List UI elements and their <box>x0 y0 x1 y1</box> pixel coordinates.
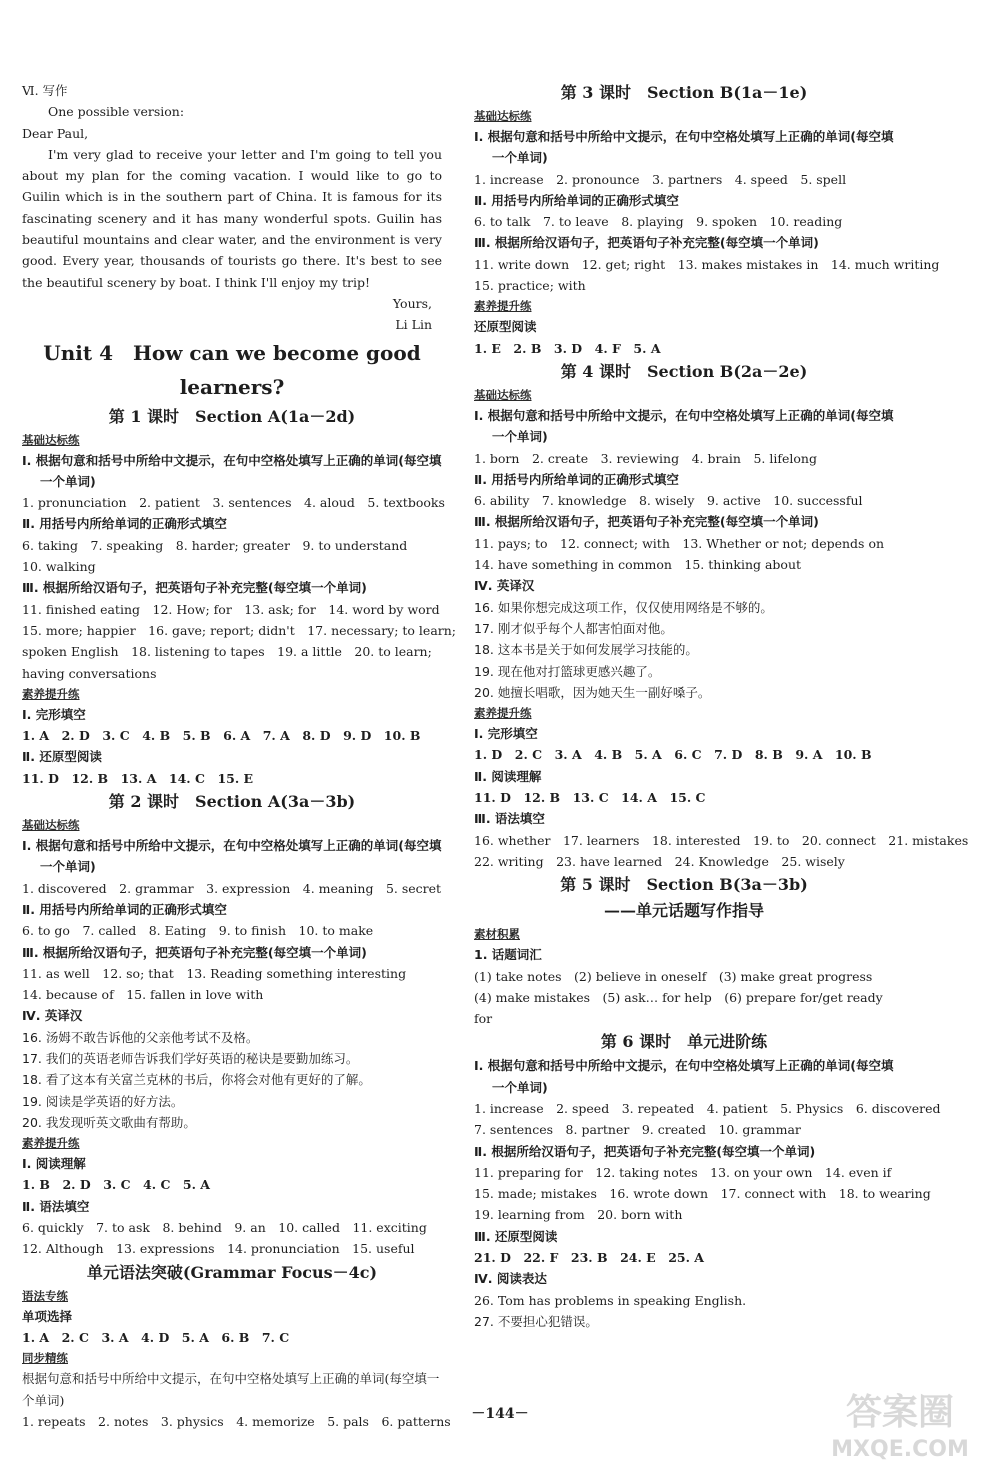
letter-closing: Yours, <box>392 295 432 311</box>
lesson-6-title: 第 6 课时 单元进阶练 <box>600 1032 768 1052</box>
writing-heading: Ⅵ. 写作 <box>22 83 68 98</box>
answer-line: 26. Tom has problems in speaking English. <box>474 1292 747 1308</box>
answer-line: spoken English 18. listening to tapes 19. a little 20. to learn; <box>22 644 432 660</box>
answer-line: 12. Although 13. expressions 14. pronunciation 15. useful <box>22 1241 415 1257</box>
letter-greeting: Dear Paul, <box>22 125 89 141</box>
instruction-text: 根据句意和括号中所给中文提示，在句中空格处填写上正确的单词(每空填一个单词) <box>22 1371 440 1408</box>
answer-line: 11. write down 12. get; right 13. makes mistakes in 14. much writing <box>474 256 940 272</box>
lesson-4-title: 第 4 课时 Section B(2a－2e) <box>560 361 808 381</box>
section-heading: 单项选择 <box>22 1308 73 1324</box>
answer-line: 15. more; happier 16. gave; report; didn't 17. necessary; to learn; <box>22 622 457 638</box>
category-label: 基础达标练 <box>474 387 532 402</box>
answer-line: 6. quickly 7. to ask 8. behind 9. an 10. called 11. exciting <box>22 1220 427 1236</box>
translation-line: 18. 看了这本有关富兰克林的书后，你将会对他有更好的了解。 <box>22 1072 371 1088</box>
watermark-top: 答案圈 <box>845 1392 955 1433</box>
answer-line: 15. practice; with <box>474 278 586 294</box>
answer-line: 1. born 2. create 3. reviewing 4. brain 5. lifelong <box>474 450 817 466</box>
writing-intro: One possible version: <box>48 104 185 120</box>
section-heading: Ⅳ. 英译汉 <box>22 1008 83 1024</box>
answer-line: 6. taking 7. speaking 8. harder; greater 9. to understand <box>22 537 408 553</box>
translation-line: 16. 汤姆不敢告诉他的父亲他考试不及格。 <box>22 1029 259 1045</box>
unit-title: Unit 4 How can we become good learners? <box>43 340 421 399</box>
section-heading: Ⅱ. 根据所给汉语句子，把英语句子补充完整(每空填一个单词) <box>474 1143 816 1159</box>
answer-line: (1) take notes (2) believe in oneself (3) make great progress <box>474 968 873 984</box>
left-column <box>22 80 457 1432</box>
lesson-1-title: 第 1 课时 Section A(1a－2d) <box>108 406 356 426</box>
answer-line: 15. made; mistakes 16. wrote down 17. connect with 18. to wearing <box>474 1186 931 1202</box>
section-heading: Ⅱ. 还原型阅读 <box>22 749 102 765</box>
answer-line: 1. increase 2. pronounce 3. partners 4. speed 5. spell <box>474 171 847 187</box>
section-heading: Ⅲ. 语法填空 <box>474 811 545 827</box>
section-heading: Ⅰ. 完形填空 <box>22 706 86 722</box>
letter-body: I'm very glad to receive your letter and I'm going to tell you about my plan for the coming vacation. I would like to go to Guilin which is in the southern part of China. It is famous for its fascinating scenery and it has many wonderful spots. Guilin has beautiful mountains and clear water, and the environment is very good. Every year, thousands of tourists go there. It's best to see the beautiful scenery by boat. I think I'll enjoy my trip! <box>22 146 442 290</box>
letter-signature: Li Lin <box>395 317 432 333</box>
translation-line: 19. 阅读是学英语的好方法。 <box>22 1093 184 1109</box>
grammar-title: 单元语法突破(Grammar Focus－4c) <box>86 1262 378 1282</box>
answer-line: 11. preparing for 12. taking notes 13. on your own 14. even if <box>474 1164 892 1180</box>
section-heading: Ⅲ. 根据所给汉语句子，把英语句子补充完整(每空填一个单词) <box>474 514 819 530</box>
section-heading: Ⅱ. 用括号内所给单词的正确形式填空 <box>474 471 679 487</box>
category-label: 基础达标练 <box>474 109 532 123</box>
section-heading: Ⅳ. 英译汉 <box>474 578 535 594</box>
category-label: 素养提升练 <box>474 706 532 721</box>
answer-line: 1. A 2. C 3. A 4. D 5. A 6. B 7. C <box>22 1329 290 1345</box>
answer-line: 1. D 2. C 3. A 4. B 5. A 6. C 7. D 8. B 9. A 10. B <box>474 747 872 763</box>
answer-line: 22. writing 23. have learned 24. Knowledge 25. wisely <box>474 853 845 869</box>
answer-line: 11. finished eating 12. How; for 13. ask; for 14. word by word <box>22 601 440 617</box>
answer-line: 27. 不要担心犯错误。 <box>474 1313 598 1329</box>
category-label: 语法专练 <box>22 1288 68 1303</box>
lesson-5-title: 第 5 课时 Section B(3a－3b) <box>560 875 808 895</box>
translation-line: 20. 我发现听英文歌曲有帮助。 <box>22 1114 196 1130</box>
section-heading: Ⅰ. 根据句意和括号中所给中文提示，在句中空格处填写上正确的单词(每空填一个单词) <box>474 1058 894 1095</box>
section-heading: Ⅰ. 根据句意和括号中所给中文提示，在句中空格处填写上正确的单词(每空填一个单词) <box>474 129 894 166</box>
page-number: －144－ <box>471 1406 529 1422</box>
translation-line: 16. 如果你想完成这项工作，仅仅使用网络是不够的。 <box>474 599 773 615</box>
answer-line: 6. to talk 7. to leave 8. playing 9. spoken 10. reading <box>474 214 843 230</box>
lesson-3-title: 第 3 课时 Section B(1a－1e) <box>560 83 808 102</box>
category-label: 同步精练 <box>22 1351 68 1366</box>
answer-line: 1. repeats 2. notes 3. physics 4. memorize 5. pals 6. patterns <box>22 1413 451 1429</box>
answer-line: 1. A 2. D 3. C 4. B 5. B 6. A 7. A 8. D 9. D 10. B <box>22 728 421 744</box>
answer-line: 6. ability 7. knowledge 8. wisely 9. active 10. successful <box>474 493 863 509</box>
answer-line: 1. increase 2. speed 3. repeated 4. patient 5. Physics 6. discovered <box>474 1100 941 1116</box>
section-heading: Ⅰ. 根据句意和括号中所给中文提示，在句中空格处填写上正确的单词(每空填一个单词) <box>22 452 442 489</box>
answer-line: 11. as well 12. so; that 13. Reading something interesting <box>22 965 407 981</box>
section-heading: Ⅱ. 语法填空 <box>22 1198 90 1214</box>
section-heading: Ⅰ. 根据句意和括号中所给中文提示，在句中空格处填写上正确的单词(每空填一个单词) <box>22 838 442 875</box>
section-heading: Ⅲ. 还原型阅读 <box>474 1228 558 1244</box>
category-label: 素材积累 <box>474 927 520 942</box>
category-label: 基础达标练 <box>22 818 80 833</box>
answer-line: 11. D 12. B 13. A 14. C 15. E <box>22 770 254 786</box>
translation-line: 18. 这本书是关于如何发展学习技能的。 <box>474 642 698 658</box>
lesson-5-subtitle: ——单元话题写作指导 <box>603 901 764 921</box>
answer-line: 11. pays; to 12. connect; with 13. Whether or not; depends on <box>474 535 885 551</box>
section-heading: Ⅳ. 阅读表达 <box>474 1271 547 1287</box>
translation-line: 17. 我们的英语老师告诉我们学好英语的秘诀是要勤加练习。 <box>22 1050 359 1066</box>
section-heading: 还原型阅读 <box>474 319 537 335</box>
section-heading: Ⅲ. 根据所给汉语句子，把英语句子补充完整(每空填一个单词) <box>474 235 819 251</box>
answer-line: having conversations <box>22 665 157 681</box>
section-heading: Ⅱ. 用括号内所给单词的正确形式填空 <box>22 901 227 917</box>
watermark-logo <box>806 1382 994 1462</box>
section-heading: 1. 话题词汇 <box>474 947 542 963</box>
answer-line: 6. to go 7. called 8. Eating 9. to finish 10. to make <box>22 923 374 939</box>
answer-line: (4) make mistakes (5) ask… for help (6) prepare for/get ready <box>474 989 883 1005</box>
category-label: 素养提升练 <box>22 686 80 701</box>
right-column <box>474 80 969 1332</box>
answer-line: 11. D 12. B 13. C 14. A 15. C <box>474 790 706 806</box>
answer-line: for <box>474 1011 493 1027</box>
translation-line: 19. 现在他对打篮球更感兴趣了。 <box>474 663 661 679</box>
answer-line: 16. whether 17. learners 18. interested 19. to 20. connect 21. mistakes <box>474 832 969 848</box>
section-heading: Ⅱ. 用括号内所给单词的正确形式填空 <box>22 516 227 532</box>
answer-line: 14. because of 15. fallen in love with <box>22 987 264 1003</box>
answer-line: 1. discovered 2. grammar 3. expression 4. meaning 5. secret <box>22 880 442 896</box>
answer-line: 7. sentences 8. partner 9. created 10. grammar <box>474 1122 801 1138</box>
translation-line: 20. 她擅长唱歌，因为她天生一副好嗓子。 <box>474 684 711 700</box>
lesson-2-title: 第 2 课时 Section A(3a－3b) <box>108 792 356 812</box>
answer-line: 19. learning from 20. born with <box>474 1207 683 1223</box>
answer-line: 1. E 2. B 3. D 4. F 5. A <box>474 340 661 356</box>
category-label: 素养提升练 <box>474 299 532 314</box>
answer-line: 1. pronunciation 2. patient 3. sentences 4. aloud 5. textbooks <box>22 495 445 511</box>
translation-line: 17. 刚才似乎每个人都害怕面对他。 <box>474 620 673 636</box>
section-heading: Ⅲ. 根据所给汉语句子，把英语句子补充完整(每空填一个单词) <box>22 580 367 596</box>
answer-line: 21. D 22. F 23. B 24. E 25. A <box>474 1250 704 1266</box>
category-label: 素养提升练 <box>22 1136 80 1151</box>
category-label: 基础达标练 <box>22 432 80 447</box>
section-heading: Ⅰ. 阅读理解 <box>22 1156 86 1172</box>
answer-line: 1. B 2. D 3. C 4. C 5. A <box>22 1177 211 1193</box>
section-heading: Ⅰ. 完形填空 <box>474 726 538 742</box>
section-heading: Ⅱ. 用括号内所给单词的正确形式填空 <box>474 192 679 208</box>
watermark-bottom: MXQE.COM <box>831 1437 969 1462</box>
section-heading: Ⅱ. 阅读理解 <box>474 768 542 784</box>
section-heading: Ⅰ. 根据句意和括号中所给中文提示，在句中空格处填写上正确的单词(每空填一个单词) <box>474 407 894 445</box>
section-heading: Ⅲ. 根据所给汉语句子，把英语句子补充完整(每空填一个单词) <box>22 944 367 960</box>
answer-line: 14. have something in common 15. thinking about <box>474 557 802 573</box>
answer-line: 10. walking <box>22 559 96 575</box>
